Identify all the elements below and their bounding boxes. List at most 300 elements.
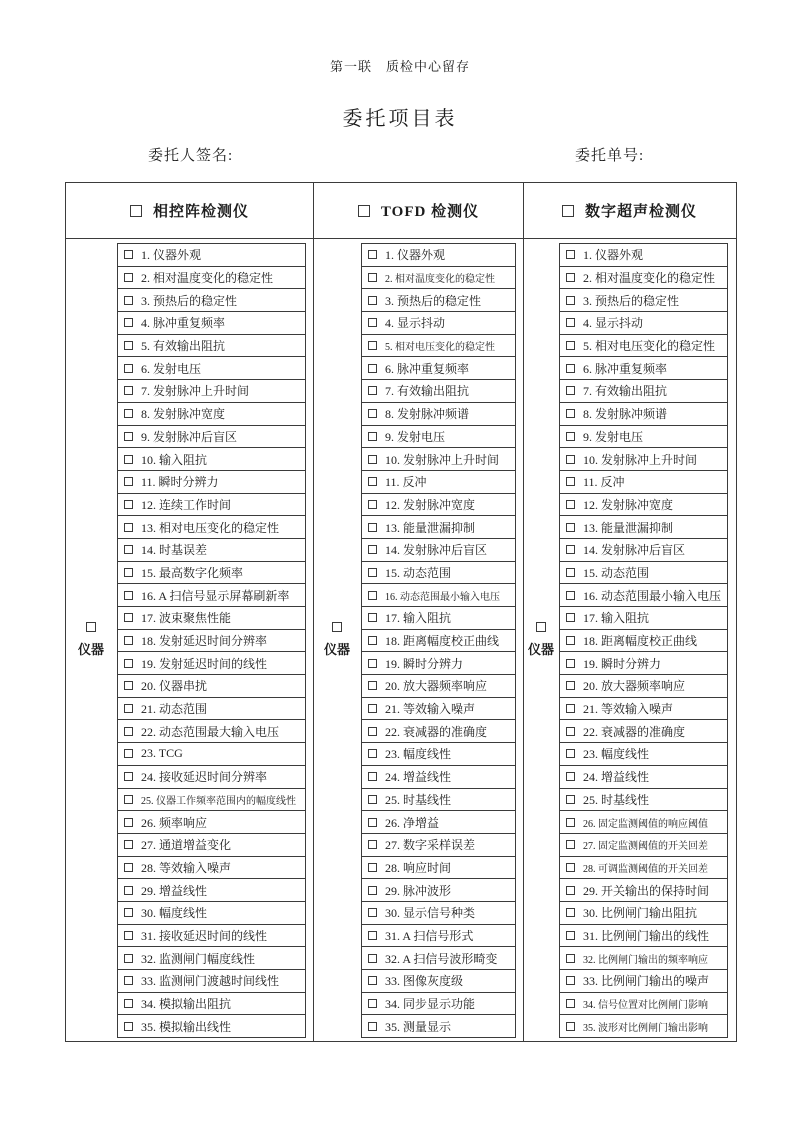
- item-row: [362, 494, 515, 517]
- item-label: 29. 增益线性: [141, 883, 208, 898]
- item-row: [362, 244, 515, 267]
- item-checkbox[interactable]: [368, 704, 377, 713]
- item-row: [560, 584, 727, 607]
- item-row: [362, 312, 515, 335]
- item-checkbox[interactable]: [124, 863, 133, 872]
- item-checkbox[interactable]: [368, 250, 377, 259]
- group-checkbox-tofd[interactable]: [358, 205, 370, 217]
- item-checkbox[interactable]: [566, 455, 575, 464]
- item-row: [560, 471, 727, 494]
- item-label: 21. 动态范围: [141, 702, 208, 717]
- item-row: [560, 970, 727, 993]
- item-row: [118, 857, 305, 880]
- item-checkbox[interactable]: [566, 681, 575, 690]
- item-checkbox[interactable]: [124, 250, 133, 259]
- item-checkbox[interactable]: [368, 364, 377, 373]
- item-row: [560, 403, 727, 426]
- item-label: 34. 信号位置对比例闸门影响: [583, 1000, 708, 1012]
- item-checkbox[interactable]: [566, 863, 575, 872]
- item-label: 26. 频率响应: [141, 815, 208, 830]
- item-checkbox[interactable]: [566, 409, 575, 418]
- item-label: 11. 反冲: [583, 475, 625, 490]
- item-row: [362, 834, 515, 857]
- item-row: [362, 698, 515, 721]
- item-row: [560, 811, 727, 834]
- item-label: 2. 相对温度变化的稳定性: [583, 271, 716, 286]
- table-header-row: [66, 183, 736, 239]
- item-checkbox[interactable]: [124, 500, 133, 509]
- item-checkbox[interactable]: [566, 613, 575, 622]
- item-row: [118, 357, 305, 380]
- item-row: [560, 607, 727, 630]
- item-label: 1. 仪器外观: [141, 248, 202, 263]
- item-label: 8. 发射脉冲频谱: [385, 407, 470, 422]
- item-checkbox[interactable]: [566, 636, 575, 645]
- item-label: 10. 发射脉冲上升时间: [583, 452, 698, 467]
- item-checkbox[interactable]: [124, 818, 133, 827]
- item-checkbox[interactable]: [368, 886, 377, 895]
- item-label: 30. 比例闸门输出阻抗: [583, 906, 698, 921]
- item-row: [118, 925, 305, 948]
- item-checkbox[interactable]: [124, 296, 133, 305]
- item-label: 24. 增益线性: [385, 770, 452, 785]
- item-checkbox[interactable]: [124, 386, 133, 395]
- item-checkbox[interactable]: [566, 545, 575, 554]
- item-label: 30. 显示信号种类: [385, 906, 476, 921]
- item-checkbox[interactable]: [368, 523, 377, 532]
- item-row: [560, 789, 727, 812]
- item-label: 27. 固定监测阈值的开关回差: [583, 841, 708, 853]
- item-label: 4. 脉冲重复频率: [141, 316, 226, 331]
- item-label: 7. 有效输出阻抗: [385, 384, 470, 399]
- item-checkbox[interactable]: [566, 477, 575, 486]
- item-checkbox[interactable]: [368, 613, 377, 622]
- item-checkbox[interactable]: [124, 568, 133, 577]
- item-row: [118, 720, 305, 743]
- table-body-row: [66, 239, 736, 1041]
- item-label: 29. 脉冲波形: [385, 883, 452, 898]
- item-label: 11. 瞬时分辨力: [141, 475, 219, 490]
- item-checkbox[interactable]: [124, 999, 133, 1008]
- item-label: 24. 增益线性: [583, 770, 650, 785]
- item-checkbox[interactable]: [124, 341, 133, 350]
- item-label: 15. 最高数字化频率: [141, 565, 244, 580]
- item-checkbox[interactable]: [124, 772, 133, 781]
- item-label: 31. 接收延迟时间的线性: [141, 928, 268, 943]
- item-checkbox[interactable]: [124, 931, 133, 940]
- item-checkbox[interactable]: [368, 863, 377, 872]
- item-checkbox[interactable]: [124, 659, 133, 668]
- group-checkbox-phased-array[interactable]: [130, 205, 142, 217]
- item-label: 10. 发射脉冲上升时间: [385, 452, 500, 467]
- item-checkbox[interactable]: [124, 704, 133, 713]
- item-label: 30. 幅度线性: [141, 906, 208, 921]
- item-checkbox[interactable]: [124, 591, 133, 600]
- item-label: 25. 时基线性: [583, 792, 650, 807]
- item-label: 21. 等效输入噪声: [385, 702, 476, 717]
- item-row: [560, 834, 727, 857]
- item-label: 28. 可调监测阈值的开关回差: [583, 863, 708, 875]
- item-label: 13. 能量泄漏抑制: [385, 520, 476, 535]
- item-row: [560, 289, 727, 312]
- item-label: 1. 仪器外观: [583, 248, 644, 263]
- item-row: [118, 471, 305, 494]
- item-label: 11. 反冲: [385, 475, 427, 490]
- item-label: 32. 监测闸门幅度线性: [141, 951, 256, 966]
- item-label: 12. 连续工作时间: [141, 497, 232, 512]
- item-checkbox[interactable]: [566, 1022, 575, 1031]
- item-checkbox[interactable]: [368, 659, 377, 668]
- item-checkbox[interactable]: [566, 818, 575, 827]
- item-label: 19. 发射延迟时间的线性: [141, 656, 268, 671]
- item-checkbox[interactable]: [566, 318, 575, 327]
- item-label: 3. 预热后的稳定性: [583, 293, 680, 308]
- item-row: [118, 562, 305, 585]
- group-header-phased-array: [66, 183, 314, 238]
- item-row: [118, 539, 305, 562]
- item-row: [362, 720, 515, 743]
- item-label: 22. 衰减器的准确度: [583, 724, 686, 739]
- item-row: [560, 698, 727, 721]
- item-row: [118, 1015, 305, 1037]
- item-row: [362, 947, 515, 970]
- item-checkbox[interactable]: [368, 341, 377, 350]
- item-checkbox[interactable]: [368, 432, 377, 441]
- item-row: [560, 426, 727, 449]
- item-label: 12. 发射脉冲宽度: [385, 497, 476, 512]
- item-row: [118, 584, 305, 607]
- item-checkbox[interactable]: [566, 931, 575, 940]
- item-checkbox[interactable]: [566, 273, 575, 282]
- item-label: 26. 净增益: [385, 815, 440, 830]
- item-row: [118, 494, 305, 517]
- item-checkbox[interactable]: [566, 749, 575, 758]
- item-checkbox[interactable]: [566, 840, 575, 849]
- item-row: [362, 993, 515, 1016]
- item-checkbox[interactable]: [566, 795, 575, 804]
- commission-items-table: [65, 182, 737, 1042]
- item-label: 35. 测量显示: [385, 1019, 452, 1034]
- item-row: [560, 879, 727, 902]
- item-checkbox[interactable]: [124, 273, 133, 282]
- item-checkbox[interactable]: [566, 296, 575, 305]
- item-checkbox[interactable]: [566, 432, 575, 441]
- item-row: [362, 516, 515, 539]
- item-row: [118, 879, 305, 902]
- item-checkbox[interactable]: [566, 523, 575, 532]
- item-checkbox[interactable]: [368, 908, 377, 917]
- group-header-tofd: [314, 183, 524, 238]
- item-checkbox[interactable]: [368, 727, 377, 736]
- item-label: 18. 距离幅度校正曲线: [583, 634, 698, 649]
- item-checkbox[interactable]: [368, 772, 377, 781]
- item-label: 16. 动态范围最小输入电压: [385, 591, 500, 603]
- item-checkbox[interactable]: [368, 749, 377, 758]
- row-label-text: 仪器: [527, 642, 554, 657]
- item-checkbox[interactable]: [368, 318, 377, 327]
- item-checkbox[interactable]: [368, 931, 377, 940]
- item-checkbox[interactable]: [368, 636, 377, 645]
- item-row: [118, 652, 305, 675]
- item-row: [560, 448, 727, 471]
- item-row: [118, 312, 305, 335]
- item-checkbox[interactable]: [368, 386, 377, 395]
- item-row: [560, 312, 727, 335]
- item-checkbox[interactable]: [368, 500, 377, 509]
- item-checkbox[interactable]: [566, 954, 575, 963]
- item-label: 31. 比例闸门输出的线性: [583, 928, 710, 943]
- item-checkbox[interactable]: [368, 999, 377, 1008]
- item-checkbox[interactable]: [566, 886, 575, 895]
- item-checkbox[interactable]: [124, 954, 133, 963]
- row-label-checkbox-digital-ultrasonic[interactable]: [536, 622, 546, 632]
- item-label: 6. 脉冲重复频率: [583, 361, 668, 376]
- item-row: [118, 743, 305, 766]
- item-checkbox[interactable]: [566, 659, 575, 668]
- item-checkbox[interactable]: [124, 795, 133, 804]
- item-label: 17. 波束聚焦性能: [141, 611, 232, 626]
- item-checkbox[interactable]: [566, 908, 575, 917]
- item-label: 1. 仪器外观: [385, 248, 446, 263]
- item-row: [118, 947, 305, 970]
- item-label: 34. 同步显示功能: [385, 997, 476, 1012]
- row-label-text: 仪器: [323, 642, 350, 657]
- group-header-digital-ultrasonic: [524, 183, 735, 238]
- item-label: 21. 等效输入噪声: [583, 702, 674, 717]
- item-label: 18. 距离幅度校正曲线: [385, 634, 500, 649]
- item-checkbox[interactable]: [124, 636, 133, 645]
- item-row: [118, 516, 305, 539]
- item-label: 26. 固定监测阈值的响应阈值: [583, 818, 708, 830]
- item-checkbox[interactable]: [566, 386, 575, 395]
- item-checkbox[interactable]: [124, 364, 133, 373]
- item-label: 12. 发射脉冲宽度: [583, 497, 674, 512]
- item-row: [362, 970, 515, 993]
- item-checkbox[interactable]: [124, 455, 133, 464]
- item-checkbox[interactable]: [566, 772, 575, 781]
- item-label: 5. 相对电压变化的稳定性: [583, 339, 716, 354]
- item-row: [118, 834, 305, 857]
- item-label: 23. TCG: [141, 746, 183, 761]
- item-checkbox[interactable]: [368, 818, 377, 827]
- item-checkbox[interactable]: [368, 273, 377, 282]
- item-checkbox[interactable]: [124, 318, 133, 327]
- item-label: 20. 仪器串扰: [141, 679, 208, 694]
- item-checkbox[interactable]: [566, 999, 575, 1008]
- item-row: [560, 925, 727, 948]
- item-row: [362, 267, 515, 290]
- item-checkbox[interactable]: [566, 500, 575, 509]
- item-row: [560, 743, 727, 766]
- item-row: [362, 562, 515, 585]
- item-checkbox[interactable]: [124, 523, 133, 532]
- item-row: [362, 675, 515, 698]
- item-row: [560, 766, 727, 789]
- item-checkbox[interactable]: [368, 296, 377, 305]
- item-label: 35. 模拟输出线性: [141, 1019, 232, 1034]
- item-checkbox[interactable]: [566, 341, 575, 350]
- item-label: 16. A 扫信号显示屏幕刷新率: [141, 588, 290, 603]
- item-checkbox[interactable]: [124, 749, 133, 758]
- item-checkbox[interactable]: [124, 1022, 133, 1031]
- item-row: [560, 494, 727, 517]
- item-row: [362, 357, 515, 380]
- item-row: [118, 380, 305, 403]
- item-row: [362, 335, 515, 358]
- item-row: [362, 652, 515, 675]
- item-checkbox[interactable]: [566, 364, 575, 373]
- item-checkbox[interactable]: [368, 455, 377, 464]
- item-row: [118, 267, 305, 290]
- item-label: 8. 发射脉冲频谱: [583, 407, 668, 422]
- item-label: 14. 发射脉冲后盲区: [583, 543, 686, 558]
- item-checkbox[interactable]: [124, 908, 133, 917]
- group-column-tofd: [314, 239, 524, 1041]
- row-label-checkbox-tofd[interactable]: [332, 622, 342, 632]
- item-label: 22. 动态范围最大输入电压: [141, 724, 280, 739]
- item-checkbox[interactable]: [368, 568, 377, 577]
- item-label: 31. A 扫信号形式: [385, 928, 474, 943]
- item-label: 10. 输入阻抗: [141, 452, 208, 467]
- item-label: 32. 比例闸门输出的频率响应: [583, 954, 708, 966]
- item-row: [560, 539, 727, 562]
- group-title-phased-array: 相控阵检测仪: [152, 204, 249, 220]
- item-label: 19. 瞬时分辨力: [385, 656, 464, 671]
- item-checkbox[interactable]: [368, 591, 377, 600]
- item-row: [118, 970, 305, 993]
- item-label: 18. 发射延迟时间分辨率: [141, 634, 268, 649]
- row-label-digital-ultrasonic: [524, 239, 558, 1041]
- item-label: 9. 发射脉冲后盲区: [141, 429, 238, 444]
- item-row: [560, 947, 727, 970]
- signer-name-label: 委托人签名:: [148, 148, 234, 164]
- item-label: 7. 有效输出阻抗: [583, 384, 668, 399]
- item-label: 14. 时基误差: [141, 543, 208, 558]
- group-column-phased-array: [66, 239, 314, 1041]
- item-row: [362, 743, 515, 766]
- item-checkbox[interactable]: [124, 840, 133, 849]
- item-checkbox[interactable]: [368, 976, 377, 985]
- item-row: [118, 426, 305, 449]
- item-label: 23. 幅度线性: [583, 747, 650, 762]
- item-row: [118, 630, 305, 653]
- group-title-tofd: TOFD 检测仪: [380, 204, 480, 220]
- row-label-checkbox-phased-array[interactable]: [86, 622, 96, 632]
- item-checkbox[interactable]: [566, 704, 575, 713]
- item-label: 13. 能量泄漏抑制: [583, 520, 674, 535]
- item-label: 5. 相对电压变化的稳定性: [385, 342, 495, 354]
- item-row: [362, 857, 515, 880]
- item-row: [560, 357, 727, 380]
- item-label: 2. 相对温度变化的稳定性: [141, 271, 274, 286]
- item-checkbox[interactable]: [566, 250, 575, 259]
- item-checkbox[interactable]: [368, 954, 377, 963]
- item-row: [362, 426, 515, 449]
- item-checkbox[interactable]: [368, 1022, 377, 1031]
- item-checkbox[interactable]: [368, 681, 377, 690]
- item-checkbox[interactable]: [124, 976, 133, 985]
- item-row: [362, 766, 515, 789]
- item-checkbox[interactable]: [368, 409, 377, 418]
- item-row: [118, 993, 305, 1016]
- item-label: 33. 比例闸门输出的噪声: [583, 974, 710, 989]
- item-label: 4. 显示抖动: [385, 316, 446, 331]
- item-row: [560, 516, 727, 539]
- group-column-digital-ultrasonic: [524, 239, 735, 1041]
- item-row: [362, 879, 515, 902]
- copy-label: 第一联 质检中心留存: [329, 59, 470, 74]
- item-row: [362, 607, 515, 630]
- item-checkbox[interactable]: [566, 976, 575, 985]
- item-checkbox[interactable]: [124, 886, 133, 895]
- item-row: [362, 448, 515, 471]
- item-row: [560, 857, 727, 880]
- item-checkbox[interactable]: [124, 681, 133, 690]
- item-row: [560, 267, 727, 290]
- item-label: 24. 接收延迟时间分辨率: [141, 770, 268, 785]
- item-row: [362, 539, 515, 562]
- item-checkbox[interactable]: [124, 477, 133, 486]
- item-checkbox[interactable]: [124, 409, 133, 418]
- item-label: 7. 发射脉冲上升时间: [141, 384, 250, 399]
- item-row: [560, 562, 727, 585]
- item-row: [560, 380, 727, 403]
- item-row: [560, 720, 727, 743]
- item-label: 27. 通道增益变化: [141, 838, 232, 853]
- item-label: 33. 图像灰度级: [385, 974, 464, 989]
- item-row: [118, 244, 305, 267]
- item-checkbox[interactable]: [368, 795, 377, 804]
- item-checkbox[interactable]: [566, 591, 575, 600]
- item-label: 3. 预热后的稳定性: [385, 293, 482, 308]
- item-row: [560, 244, 727, 267]
- item-label: 25. 时基线性: [385, 792, 452, 807]
- item-row: [560, 652, 727, 675]
- item-checkbox[interactable]: [368, 545, 377, 554]
- item-row: [560, 675, 727, 698]
- item-checkbox[interactable]: [368, 477, 377, 486]
- item-label: 2. 相对温度变化的稳定性: [385, 274, 495, 286]
- row-label-tofd: [314, 239, 360, 1041]
- item-row: [118, 289, 305, 312]
- item-checkbox[interactable]: [124, 432, 133, 441]
- item-label: 15. 动态范围: [385, 565, 452, 580]
- item-label: 33. 监测闸门渡越时间线性: [141, 974, 280, 989]
- item-row: [560, 335, 727, 358]
- item-row: [118, 766, 305, 789]
- item-list-tofd: [361, 243, 516, 1038]
- item-checkbox[interactable]: [124, 613, 133, 622]
- item-checkbox[interactable]: [566, 727, 575, 736]
- item-label: 19. 瞬时分辨力: [583, 656, 662, 671]
- item-list-digital-ultrasonic: [559, 243, 728, 1038]
- item-checkbox[interactable]: [566, 568, 575, 577]
- item-list-phased-array: [117, 243, 306, 1038]
- item-checkbox[interactable]: [124, 727, 133, 736]
- item-row: [362, 1015, 515, 1037]
- item-label: 14. 发射脉冲后盲区: [385, 543, 488, 558]
- item-label: 4. 显示抖动: [583, 316, 644, 331]
- group-checkbox-digital-ultrasonic[interactable]: [562, 205, 574, 217]
- item-row: [118, 811, 305, 834]
- item-label: 25. 仪器工作频率范围内的幅度线性: [141, 795, 296, 807]
- item-label: 35. 波形对比例闸门输出影响: [583, 1022, 708, 1034]
- item-checkbox[interactable]: [368, 840, 377, 849]
- item-checkbox[interactable]: [124, 545, 133, 554]
- item-label: 27. 数字采样误差: [385, 838, 476, 853]
- row-label-phased-array: [66, 239, 116, 1041]
- item-label: 15. 动态范围: [583, 565, 650, 580]
